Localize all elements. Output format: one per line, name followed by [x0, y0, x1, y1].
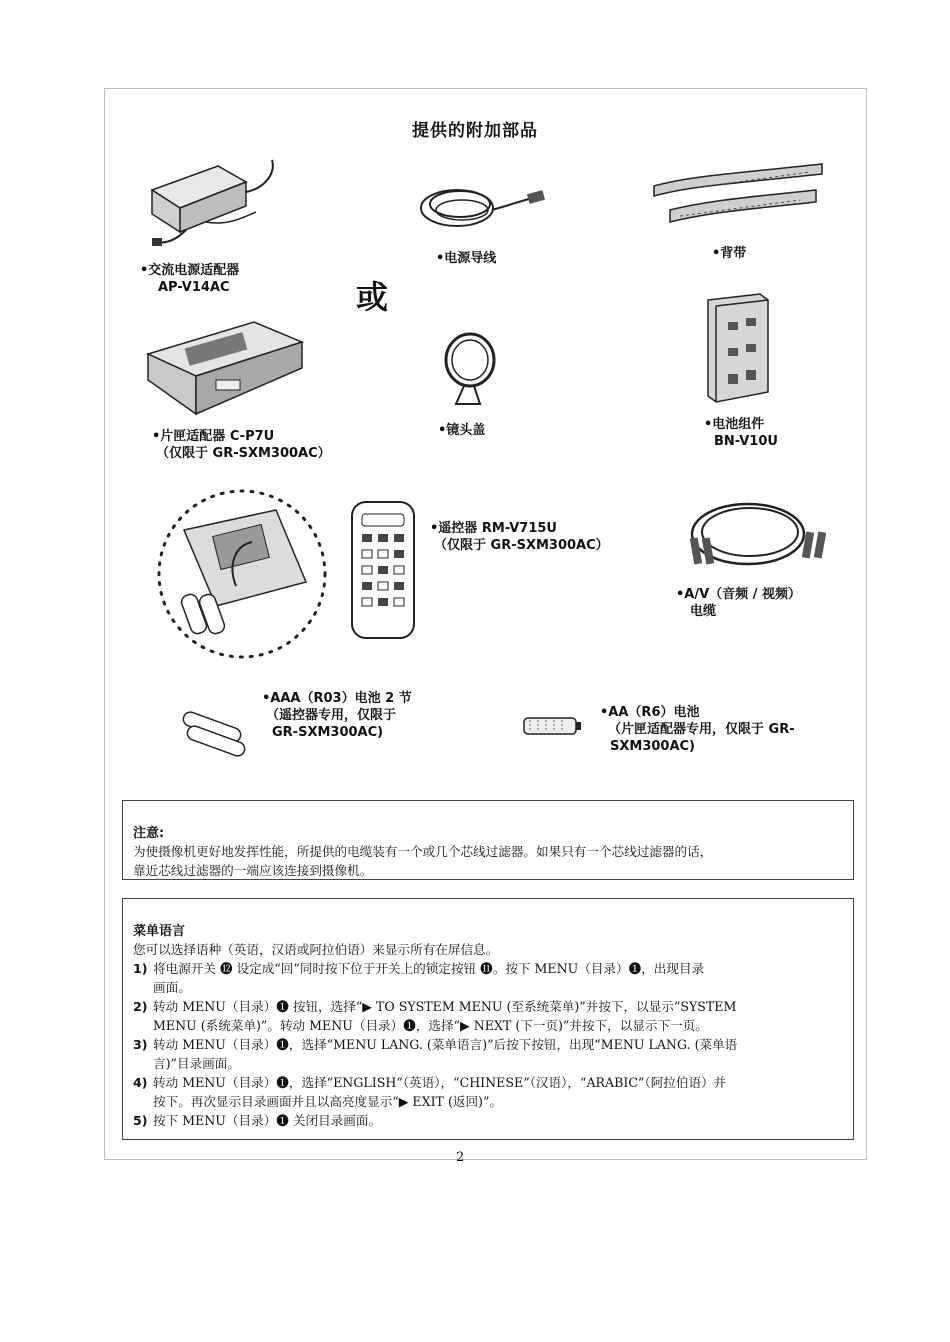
caption-remote: •遥控器 RM-V715U （仅限于 GR-SXM300AC）	[430, 521, 609, 553]
caption-av-cable: •A/V（音频 / 视频） 电缆	[676, 587, 801, 619]
page-number: 2	[456, 1150, 465, 1165]
power-cord-illustration	[412, 160, 547, 240]
caption-power-cord: •电源导线	[436, 251, 497, 266]
step-4: 4) 转动 MENU（目录）❶，选择“ENGLISH”（英语），“CHINESE”（汉语），“ARABIC”（阿拉伯语）并 按下。再次显示目录画面并且以高亮度显示“▶ EXIT (返回)”。	[133, 1075, 727, 1109]
note-line: 靠近芯线过滤器的一端应该连接到摄像机。	[133, 863, 373, 878]
menu-language-heading: 菜单语言	[133, 924, 186, 939]
caption-lens-cap: •镜头盖	[438, 423, 486, 438]
step-3: 3) 转动 MENU（目录）❶，选择“MENU LANG. (菜单语言)”后按下按钮，出现“MENU LANG. (菜单语 言)”目录画面。	[133, 1037, 738, 1071]
caption-aa-battery: •AA（R6）电池 （片匣适配器专用，仅限于 GR- SXM300AC)	[600, 705, 795, 754]
caption-battery-pack: •电池组件 BN-V10U	[704, 417, 778, 449]
note-heading: 注意:	[133, 826, 165, 841]
lens-cap-illustration	[440, 330, 500, 410]
av-cable-illustration	[684, 488, 834, 578]
step-5: 5) 按下 MENU（目录）❶ 关闭目录画面。	[133, 1113, 382, 1128]
remote-control-illustration	[350, 500, 416, 640]
caption-ac-adapter: •交流电源适配器 AP-V14AC	[140, 263, 240, 295]
caption-cassette-adapter: •片匣适配器 C-P7U （仅限于 GR-SXM300AC）	[152, 429, 331, 461]
battery-pack-illustration	[702, 292, 774, 404]
page-title: 提供的附加部品	[412, 121, 538, 141]
cassette-adapter-illustration	[146, 318, 306, 418]
ac-adapter-illustration	[146, 152, 286, 252]
step-1: 1) 将电源开关 ⓬ 设定成“回”同时按下位于开关上的锁定按钮 ⓫。按下 MENU（目录）❶，出现目录 画面。	[133, 961, 705, 995]
aa-battery-illustration	[520, 712, 584, 742]
menu-language-box	[122, 898, 854, 1140]
caption-strap: •背带	[712, 246, 747, 261]
remote-battery-insertion-illustration	[156, 486, 328, 662]
note-line: 为使摄像机更好地发挥性能，所提供的电缆装有一个或几个芯线过滤器。如果只有一个芯线过滤器的话，	[133, 844, 713, 859]
step-2: 2) 转动 MENU（目录）❶ 按钮，选择“▶ TO SYSTEM MENU (至系统菜单)”并按下，以显示“SYSTEM MENU (系统菜单)”。转动 MENU（目录）❶，选择“▶ NEXT (下一页)”并按下，以显示下一页。	[133, 999, 737, 1033]
strap-illustration	[650, 150, 825, 230]
aaa-batteries-illustration	[176, 702, 256, 762]
caption-aaa-battery: •AAA（R03）电池 2 节 （遥控器专用，仅限于 GR-SXM300AC)	[262, 691, 412, 740]
note-box	[122, 800, 854, 880]
menu-language-intro: 您可以选择语种（英语，汉语或阿拉伯语）来显示所有在屏信息。	[133, 942, 499, 957]
or-label: 或	[356, 278, 389, 316]
